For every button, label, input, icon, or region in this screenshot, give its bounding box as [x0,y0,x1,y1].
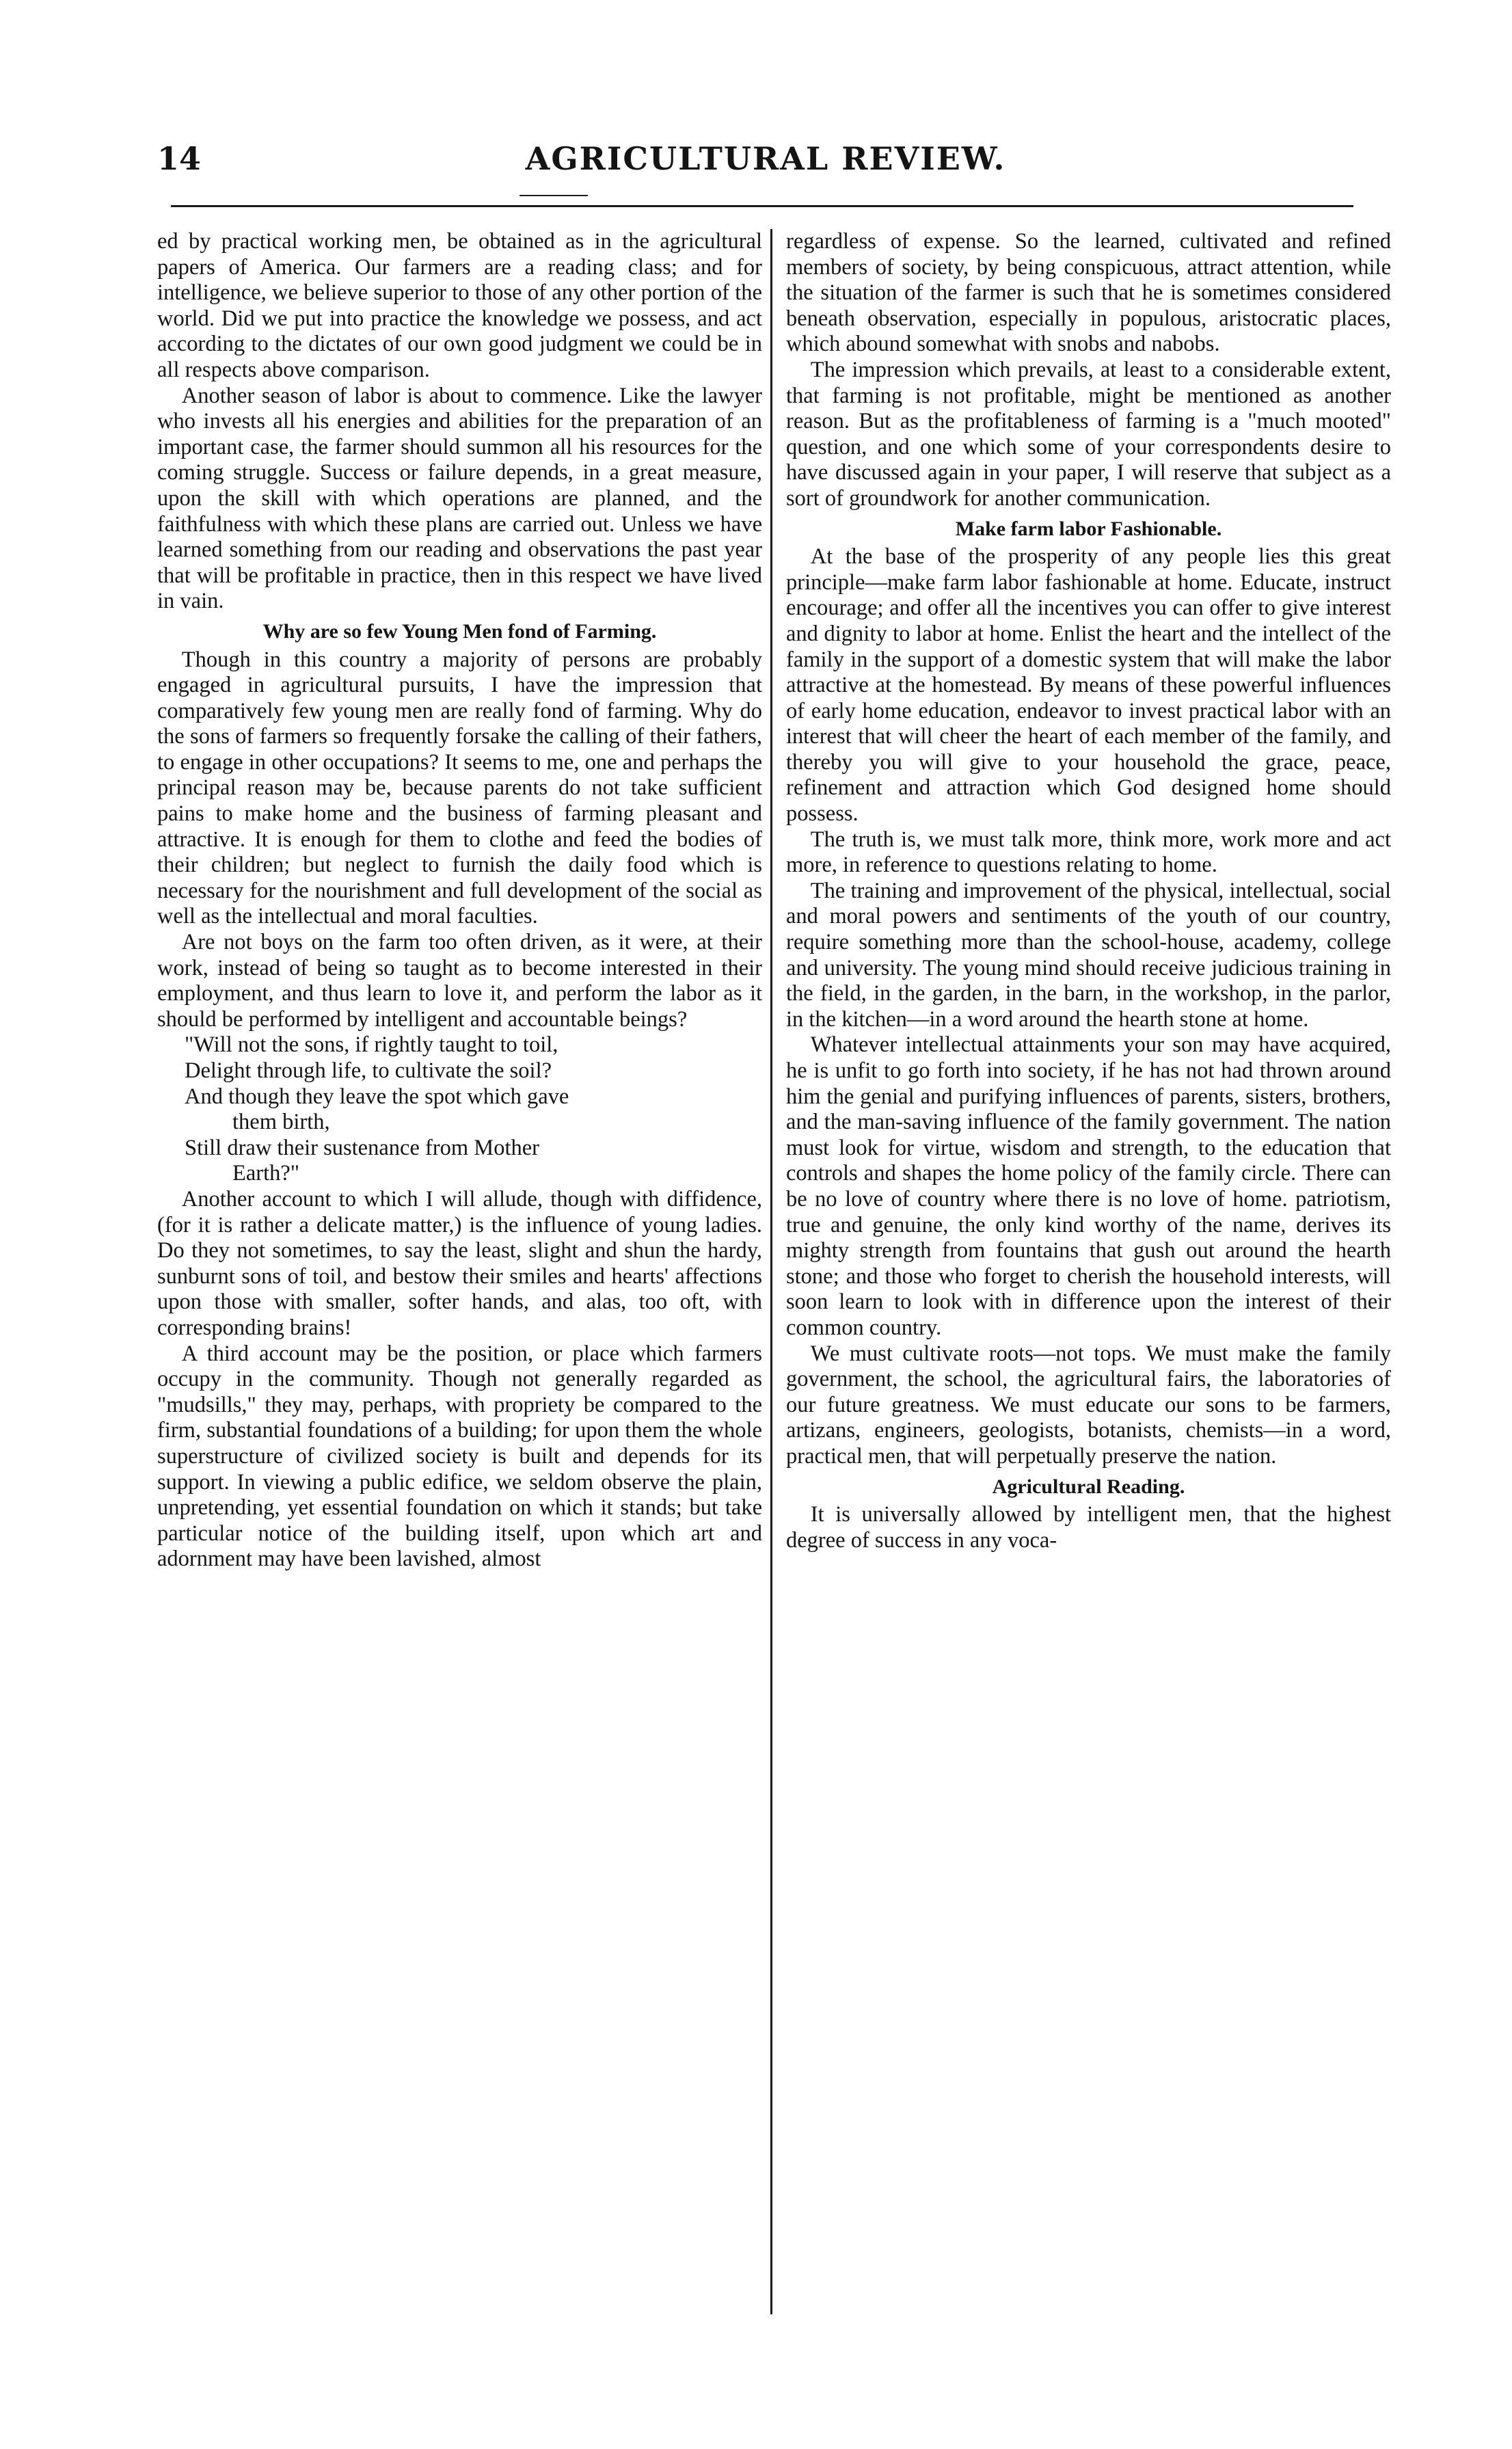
poem-quote [185,1032,762,1187]
running-title: AGRICULTURAL REVIEW. [525,140,1006,177]
poem-line: them birth, [232,1110,330,1135]
paragraph: At the base of the prosperity of any people lies this great principle—make farm labor fashionable at home. Educate, instruct encourage; and offer all the incentives you can offer to give interest and dignity to labor at home. Enlist the heart and the intellect of the family in the support of a domestic system that will make the labor attractive at the homestead. By means of these powerful influences of early home education, endeavor to invest practical labor with an interest that will cheer the heart of each member of the family, and thereby you will give to your household the grace, peace, refinement and attraction which God designed home should possess. [786,544,1391,827]
poem-line: "Will not the sons, if rightly taught to toil, [185,1032,558,1058]
column-divider [770,229,772,2314]
left-column [157,229,762,1573]
section-heading: Make farm labor Fashionable. [955,517,1222,540]
section-heading: Why are so few Young Men fond of Farming. [262,619,657,643]
paragraph: ed by practical working men, be obtained as in the agricultural papers of America. Our farmers are a reading class; and for intelligence, we believe superior to those of any other portion of the world. Did we put into practice the knowledge we possess, and act according to the dictates of our own good judgment we could be in all respects above comparison. [157,229,762,382]
header-rule [171,205,1353,207]
page-number: 14 [157,140,202,177]
paragraph: regardless of expense. So the learned, cultivated and refined members of society, by being conspicuous, attract attention, while the situation of the farmer is such that he is sometimes considered beneath observation, especially in populous, aristocratic places, which abound somewhat with snobs and nabobs. [786,229,1391,357]
paragraph: Another account to which I will allude, though with diffidence, (for it is rather a delicate matter,) is the influence of young ladies. Do they not sometimes, to say the least, slight and shun the hardy, sunburnt sons of toil, and bestow their smiles and hearts' affections upon those with smaller, softer hands, and alas, too oft, with corresponding brains! [157,1186,762,1340]
paragraph: A third account may be the position, or place which farmers occupy in the community. Though not generally regarded as "mudsills," they may, perhaps, with propriety be compared to the firm, substantial foundations of a building; for upon them the whole superstructure of civilized society is built and depends for its support. In viewing a public edifice, we seldom observe the plain, unpretending, yet essential foundation on which it stands; but take particular notice of the building itself, upon which art and adornment may have been lavished, almost [157,1341,762,1572]
paragraph: It is universally allowed by intelligent men, that the highest degree of success in any voca- [786,1502,1391,1553]
paragraph: The impression which prevails, at least to a considerable extent, that farming is not profitable, might be mentioned as another reason. But as the profitableness of farming is a "much mooted" question, and one which some of your correspondents desire to have discussed again in your paper, I will reserve that subject as a sort of groundwork for another communication. [786,357,1391,511]
poem-line: Earth?" [232,1161,300,1186]
paragraph: Another season of labor is about to commence. Like the lawyer who invests all his energies and abilities for the preparation of an important case, the farmer should summon all his resources for the coming struggle. Success or failure depends, in a great measure, upon the skill with which operations are planned, and the faithfulness with which these plans are carried out. Unless we have learned something from our reading and observations the past year that will be profitable in practice, then in this respect we have lived in vain. [157,383,762,614]
poem-line: Still draw their sustenance from Mother [185,1135,539,1160]
paragraph: The truth is, we must talk more, think more, work more and act more, in reference to questions relating to home. [786,827,1391,878]
ornament-rule [519,195,588,196]
poem-line: Delight through life, to cultivate the soil? [185,1058,552,1083]
section-heading: Agricultural Reading. [992,1475,1185,1498]
poem-line: And though they leave the spot which gave [185,1084,569,1109]
paragraph: Are not boys on the farm too often driven, as it were, at their work, instead of being so taught as to become interested in their employment, and thus learn to love it, and perform the labor as it should be performed by intelligent and accountable beings? [157,930,762,1032]
paragraph: We must cultivate roots—not tops. We must make the family government, the school, the agricultural fairs, the laboratories of our future greatness. We must educate our sons to be farmers, artizans, engineers, geologists, botanists, chemists—in a word, practical men, that will perpetually preserve the nation. [786,1341,1391,1469]
paragraph: Though in this country a majority of persons are probably engaged in agricultural pursuits, I have the impression that comparatively few young men are really fond of farming. Why do the sons of farmers so frequently forsake the calling of their fathers, to engage in other occupations? It seems to me, one and perhaps the principal reason may be, because parents do not take sufficient pains to make home and the business of farming pleasant and attractive. It is enough for them to clothe and feed the bodies of their children; but neglect to furnish the daily food which is necessary for the nourishment and full development of the social as well as the intellectual and moral faculties. [157,647,762,929]
paragraph: Whatever intellectual attainments your son may have acquired, he is unfit to go forth into society, if he has not had thrown around him the genial and purifying influences of parents, sisters, brothers, and the man-saving influence of the family government. The nation must look for virtue, wisdom and strength, to the education that controls and shapes the home policy of the family circle. There can be no love of country where there is no love of home. patriotism, true and genuine, the only kind worthy of the name, derives its mighty strength from fountains that gush out around the hearth stone; and those who forget to cherish the household interests, will soon learn to look with in difference upon the interest of their common country. [786,1032,1391,1340]
right-column [786,229,1391,1553]
paragraph: The training and improvement of the physical, intellectual, social and moral powers and sentiments of the youth of our country, require something more than the school-house, academy, college and university. The young mind should receive judicious training in the field, in the garden, in the barn, in the workshop, in the parlor, in the kitchen—in a word around the hearth stone at home. [786,878,1391,1032]
